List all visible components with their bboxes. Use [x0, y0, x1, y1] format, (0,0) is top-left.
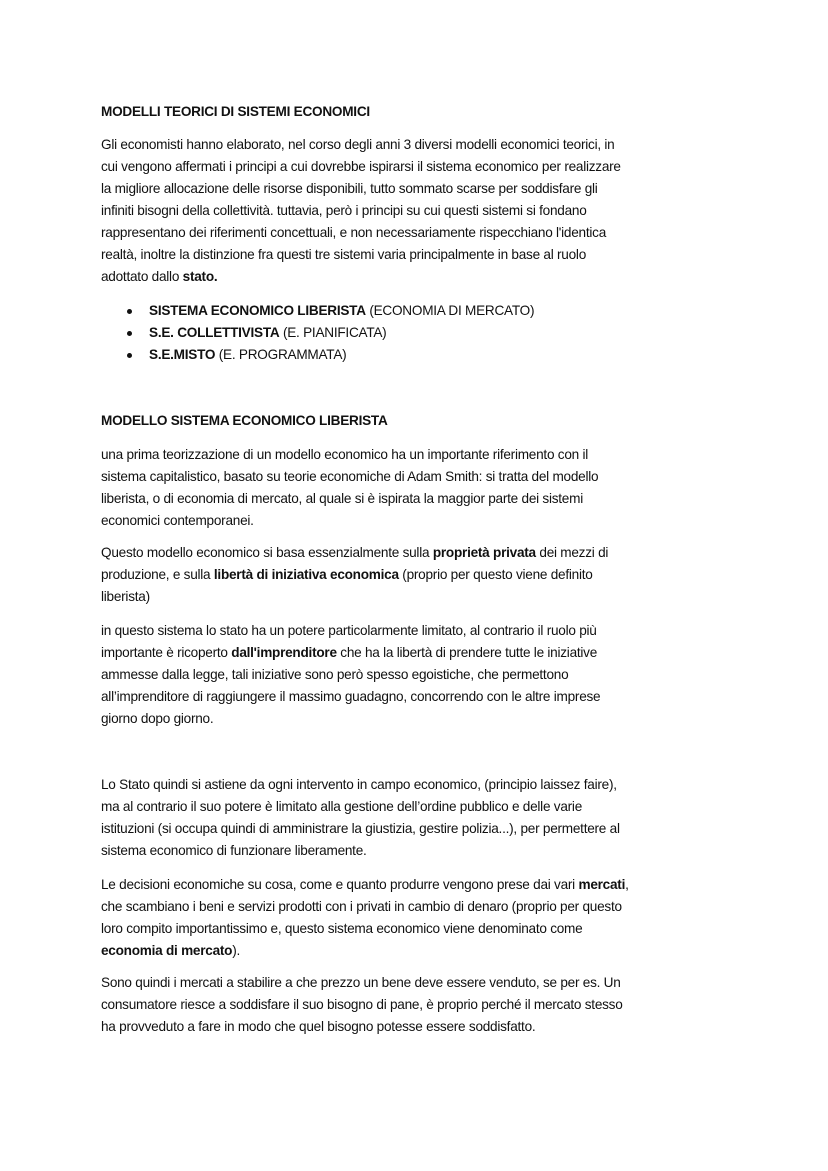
text-line	[101, 178, 621, 200]
text-run: in questo sistema lo stato ha un potere particolarmente limitato, al contrario il ruolo più	[101, 623, 597, 638]
text-run: (proprio per questo viene definito	[398, 567, 593, 582]
bold-text: SISTEMA ECONOMICO LIBERISTA	[149, 303, 366, 318]
bullet-icon	[127, 353, 132, 358]
text-run: istituzioni (si occupa quindi di amministrare la giustizia, gestire polizia...), per permettere al	[101, 821, 620, 836]
text-run: cui vengono affermati i principi a cui dovrebbe ispirarsi il sistema economico per realizzare	[101, 159, 621, 174]
text-run: ,	[625, 877, 629, 892]
text-run: Sono quindi i mercati a stabilire a che prezzo un bene deve essere venduto, se per es. Un	[101, 975, 621, 990]
text-line	[101, 774, 620, 796]
text-run: ).	[232, 943, 241, 958]
text-run: una prima teorizzazione di un modello economico ha un importante riferimento con il	[101, 447, 589, 462]
text-run: che scambiano i beni e servizi prodotti con i privati in cambio di denaro (proprio per questo	[101, 899, 622, 914]
text-line	[101, 266, 621, 288]
text-line	[101, 466, 598, 488]
paragraph	[101, 774, 620, 862]
text-run: che ha la libertà di prendere tutte le iniziative	[336, 645, 598, 660]
text-run: realtà, inoltre la distinzione fra questi tre sistemi varia principalmente in base al ruolo	[101, 247, 586, 262]
list-item	[101, 300, 534, 322]
text-line	[101, 686, 600, 708]
paragraph	[101, 874, 629, 962]
text-line	[101, 542, 608, 564]
text-line	[101, 664, 600, 686]
text-run: consumatore riesce a soddisfare il suo bisogno di pane, è proprio perché il mercato stesso	[101, 997, 623, 1012]
text-run: Le decisioni economiche su cosa, come e quanto produrre vengono prese dai vari	[101, 877, 579, 892]
bold-text: proprietà privata	[432, 545, 536, 560]
text-line	[101, 918, 629, 940]
text-line	[101, 1016, 623, 1038]
text-line	[101, 564, 608, 586]
bold-text: dall'imprenditore	[231, 645, 337, 660]
text-line	[101, 972, 623, 994]
bold-text: mercati	[578, 877, 626, 892]
paragraph	[101, 444, 598, 532]
text-line	[101, 200, 621, 222]
text-run: sistema capitalistico, basato su teorie economiche di Adam Smith: si tratta del modello	[101, 469, 599, 484]
text-run: Questo modello economico si basa essenzialmente sulla	[101, 545, 433, 560]
text-run: rappresentano dei riferimenti concettuali, e non necessariamente rispecchiano l'identica	[101, 225, 607, 240]
text-line	[101, 840, 620, 862]
bullet-list	[101, 300, 534, 366]
text-run: infiniti bisogni della collettività. tuttavia, però i principi su cui questi sistemi si fondano	[101, 203, 587, 218]
text-run: (E. PIANIFICATA)	[279, 325, 387, 340]
text-run: dei mezzi di	[535, 545, 609, 560]
bold-text: stato.	[182, 269, 218, 284]
text-line	[101, 620, 600, 642]
text-line	[101, 586, 608, 608]
paragraph	[101, 620, 600, 730]
list-item	[101, 344, 534, 366]
text-line	[101, 156, 621, 178]
text-line	[101, 796, 620, 818]
bold-text: S.E. COLLETTIVISTA	[149, 325, 280, 340]
text-run: adottato dallo	[101, 269, 183, 284]
text-line	[101, 642, 600, 664]
text-line	[101, 874, 629, 896]
text-line	[101, 818, 620, 840]
text-line	[101, 134, 621, 156]
text-line	[101, 994, 623, 1016]
bullet-icon	[127, 331, 132, 336]
bold-text: libertà di iniziativa economica	[213, 567, 399, 582]
text-run: economici contemporanei.	[101, 513, 254, 528]
text-run: la migliore allocazione delle risorse disponibili, tutto sommato scarse per soddisfare gli	[101, 181, 598, 196]
bold-text: S.E.MISTO	[149, 347, 216, 362]
text-run: ammesse dalla legge, tali iniziative sono però spesso egoistiche, che permettono	[101, 667, 569, 682]
text-line	[101, 244, 621, 266]
bold-text: economia di mercato	[101, 943, 233, 958]
text-run: Gli economisti hanno elaborato, nel corso degli anni 3 diversi modelli economici teorici, in	[101, 137, 615, 152]
text-line	[101, 488, 598, 510]
text-run: sistema economico di funzionare liberamente.	[101, 843, 367, 858]
text-run: liberista)	[101, 589, 150, 604]
heading-modelli-teorici: MODELLI TEORICI DI SISTEMI ECONOMICI	[101, 104, 370, 119]
text-line	[101, 510, 598, 532]
text-run: ha provveduto a fare in modo che quel bisogno potesse essere soddisfatto.	[101, 1019, 536, 1034]
text-line	[101, 444, 598, 466]
paragraph	[101, 134, 621, 288]
text-run: all’imprenditore di raggiungere il massimo guadagno, concorrendo con le altre imprese	[101, 689, 601, 704]
text-run: (E. PROGRAMMATA)	[215, 347, 347, 362]
text-run: giorno dopo giorno.	[101, 711, 214, 726]
heading-modello-liberista: MODELLO SISTEMA ECONOMICO LIBERISTA	[101, 413, 388, 428]
text-line	[101, 708, 600, 730]
text-run: (ECONOMIA DI MERCATO)	[365, 303, 535, 318]
text-line	[101, 940, 629, 962]
bullet-icon	[127, 309, 132, 314]
text-line	[101, 896, 629, 918]
text-line	[101, 222, 621, 244]
paragraph	[101, 972, 623, 1038]
text-run: ma al contrario il suo potere è limitato alla gestione dell’ordine pubblico e delle varie	[101, 799, 583, 814]
text-run: produzione, e sulla	[101, 567, 214, 582]
text-run: Lo Stato quindi si astiene da ogni intervento in campo economico, (principio laissez faire),	[101, 777, 617, 792]
text-run: importante è ricoperto	[101, 645, 232, 660]
paragraph	[101, 542, 608, 608]
text-run: loro compito importantissimo e, questo sistema economico viene denominato come	[101, 921, 583, 936]
list-item	[101, 322, 534, 344]
text-run: liberista, o di economia di mercato, al quale si è ispirata la maggior parte dei sistemi	[101, 491, 583, 506]
